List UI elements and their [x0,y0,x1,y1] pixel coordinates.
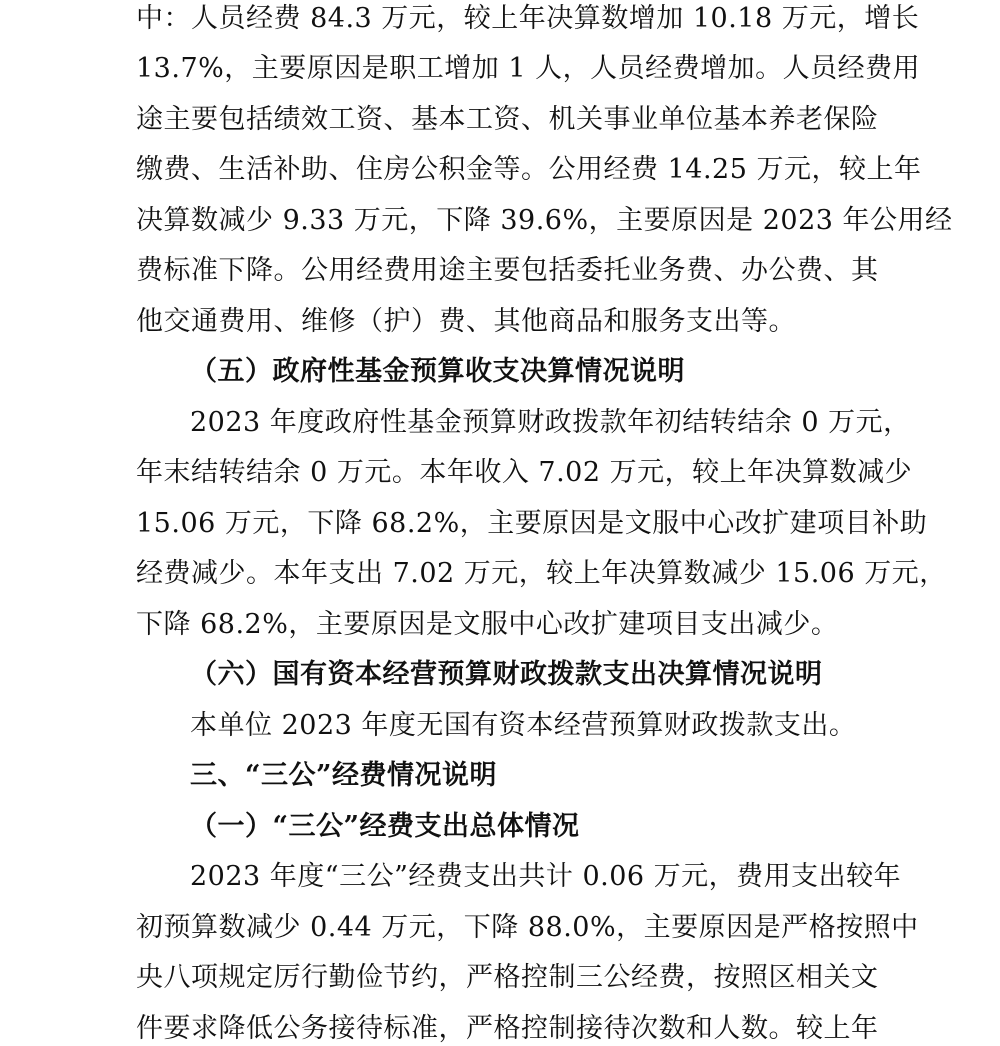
body-text-line: 决算数减少 9.33 万元，下降 39.6%，主要原因是 2023 年公用经 [136,205,953,236]
body-text-line: 央八项规定厉行勤俭节约，严格控制三公经费，按照区相关文 [136,962,879,993]
body-text-line: 他交通费用、维修（护）费、其他商品和服务支出等。 [136,306,796,337]
body-text-line: 件要求降低公务接待标准，严格控制接待次数和人数。较上年 [136,1013,879,1044]
body-text-line: 2023 年度政府性基金预算财政拨款年初结转结余 0 万元， [190,407,911,438]
section-heading: （六）国有资本经营预算财政拨款支出决算情况说明 [190,659,823,690]
body-text-line: 13.7%，主要原因是职工增加 1 人，人员经费增加。人员经费用 [136,53,921,84]
body-text-line: 中：人员经费 84.3 万元，较上年决算数增加 10.18 万元，增长 [136,3,920,34]
chapter-heading: 三、“三公”经费情况说明 [190,760,498,791]
body-text-line: 年末结转结余 0 万元。本年收入 7.02 万元，较上年决算数减少 [136,457,913,488]
section-heading: （五）政府性基金预算收支决算情况说明 [190,356,685,387]
body-text-line: 经费减少。本年支出 7.02 万元，较上年决算数减少 15.06 万元， [136,558,947,589]
body-text-line: 下降 68.2%，主要原因是文服中心改扩建项目支出减少。 [136,609,839,640]
body-text-line: 费标准下降。公用经费用途主要包括委托业务费、办公费、其 [136,255,879,286]
body-text-line: 2023 年度“三公”经费支出共计 0.06 万元，费用支出较年 [190,861,902,892]
section-heading: （一）“三公”经费支出总体情况 [190,811,580,842]
body-text-line: 途主要包括绩效工资、基本工资、机关事业单位基本养老保险 [136,104,879,135]
body-text-line: 初预算数减少 0.44 万元，下降 88.0%，主要原因是严格按照中 [136,912,919,943]
body-text-line: 缴费、生活补助、住房公积金等。公用经费 14.25 万元，较上年 [136,154,922,185]
body-text-line: 15.06 万元，下降 68.2%，主要原因是文服中心改扩建项目补助 [136,508,928,539]
body-text-line: 本单位 2023 年度无国有资本经营预算财政拨款支出。 [190,710,857,741]
